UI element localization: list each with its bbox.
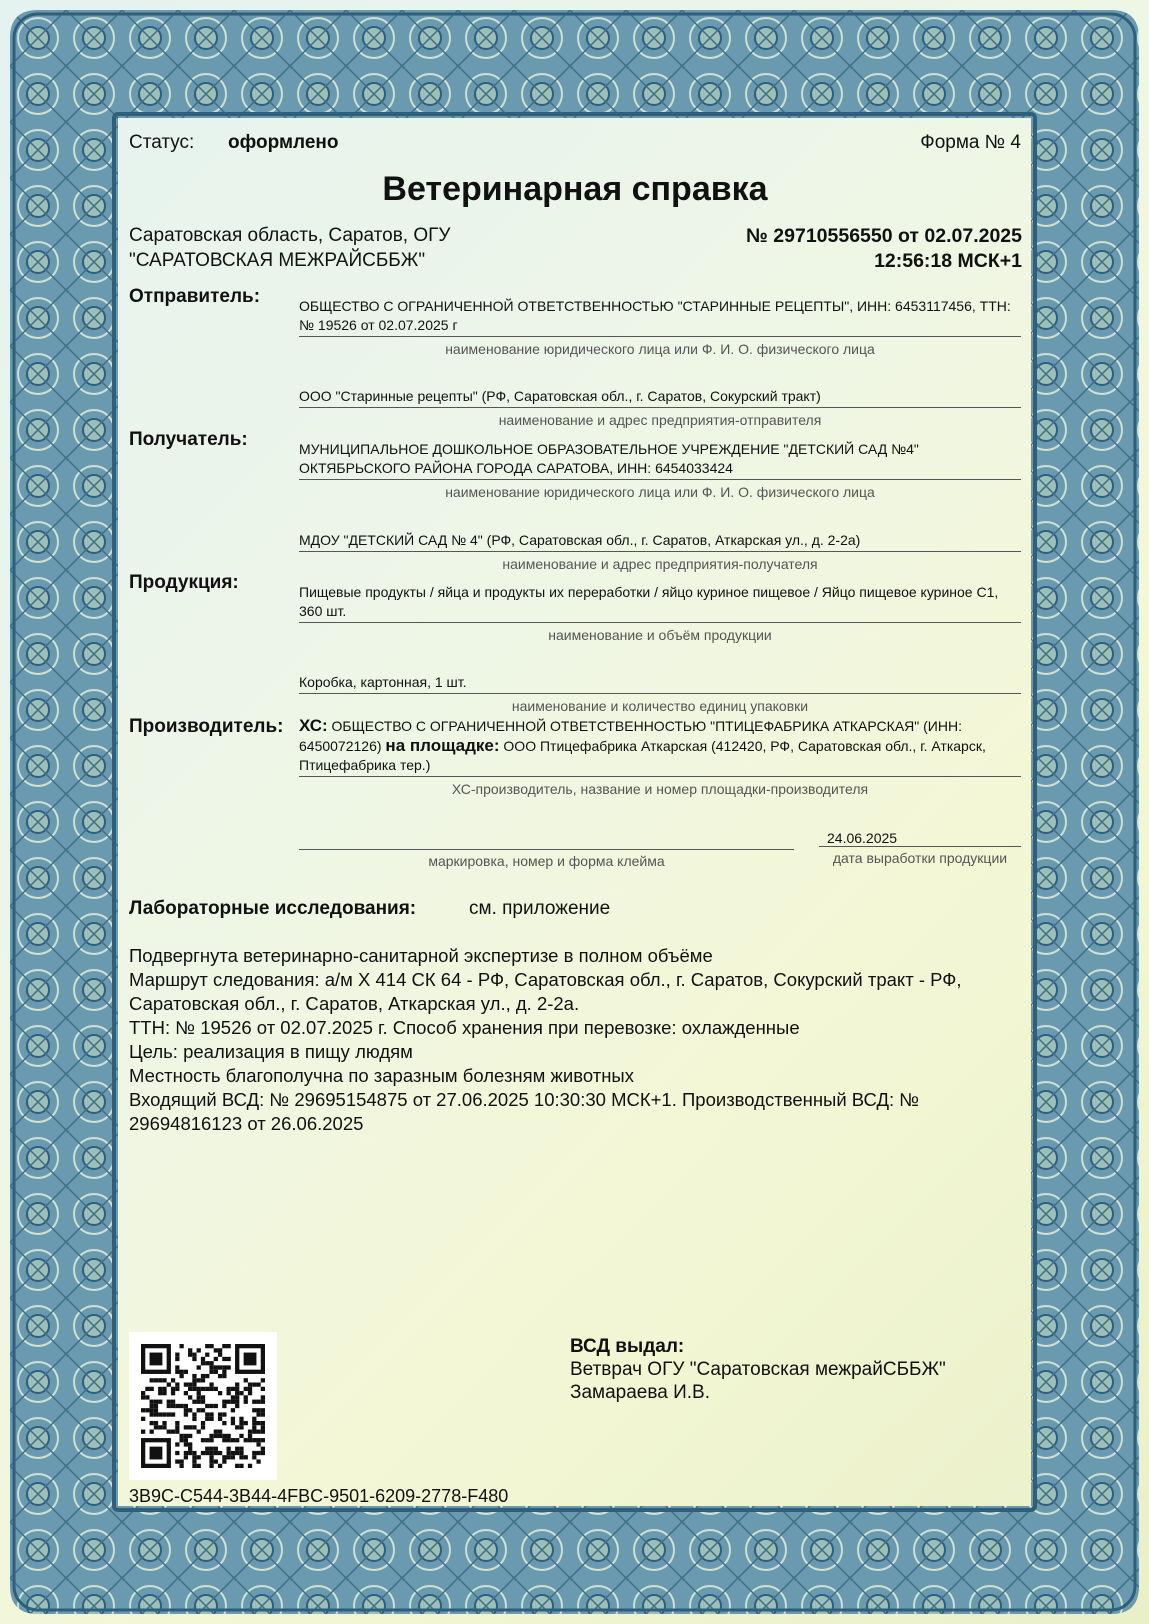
details-block [129, 944, 1009, 1136]
detail-ttn: ТТН: № 19526 от 02.07.2025 г. Способ хранения при перевозке: охлажденные [129, 1017, 800, 1038]
producer-site-value: ООО Птицефабрика Аткарская (412420, РФ, Саратовская обл., г. Аткарск, Птицефабрика тер.) [299, 738, 986, 773]
form-number: Форма № 4 [920, 132, 1021, 153]
issued-by-label: ВСД выдал: [570, 1336, 685, 1357]
issued-by-line-1: Ветврач ОГУ "Саратовская межрайСББЖ" [570, 1359, 946, 1380]
producer-label: Производитель: [129, 716, 284, 737]
recipient-label: Получатель: [129, 429, 248, 450]
detail-purpose: Цель: реализация в пищу людям [129, 1041, 413, 1062]
production-date: 24.06.2025 [819, 830, 1021, 847]
producer-details [299, 716, 1021, 799]
sender-legal-entity-value: ОБЩЕСТВО С ОГРАНИЧЕННОЙ ОТВЕТСТВЕННОСТЬЮ "СТАРИННЫЕ РЕЦЕПТЫ", ИНН: 6453117456, ТТН: № 19526 от 02.07.2025 г [299, 297, 1021, 337]
lab-value: см. приложение [469, 898, 611, 919]
recipient-enterprise-value: МДОУ "ДЕТСКИЙ САД № 4" (РФ, Саратовская обл., г. Саратов, Аткарская ул., д. 2-2а) [299, 531, 1021, 552]
qr-code-icon [129, 1332, 277, 1480]
document-uuid: 3B9C-C544-3B44-4FBC-9501-6209-2778-F480 [129, 1486, 509, 1506]
producer-caption: ХС-производитель, название и номер площадки-производителя [451, 781, 869, 797]
marking-value-line [299, 830, 794, 850]
document-time: 12:56:18 МСК+1 [874, 250, 1022, 272]
recipient-enterprise [299, 531, 1021, 574]
recipient-legal-entity [299, 440, 1021, 502]
product-name-value: Пищевые продукты / яйца и продукты их переработки / яйцо куриное пищевое / Яйцо пищевое куриное С1, 360 шт. [299, 583, 1021, 623]
product-packaging-caption: наименование и количество единиц упаковки [511, 698, 809, 714]
sender-enterprise [299, 387, 1021, 430]
production-date-field [819, 830, 1021, 866]
status-label: Статус: [129, 132, 195, 153]
recipient-enterprise-caption: наименование и адрес предприятия-получателя [502, 556, 818, 572]
sender-enterprise-caption: наименование и адрес предприятия-отправителя [498, 412, 822, 428]
producer-hs-value: ОБЩЕСТВО С ОГРАНИЧЕННОЙ ОТВЕТСТВЕННОСТЬЮ "ПТИЦЕФАБРИКА АТКАРСКАЯ" (ИНН: 6450072126) [299, 718, 962, 754]
production-date-caption: дата выработки продукции [832, 850, 1008, 866]
detail-incoming-vsd: Входящий ВСД: № 29695154875 от 27.06.2025 10:30:30 МСК+1. Производственный ВСД: № 29694816123 от 26.06.2025 [129, 1089, 920, 1134]
product-name-caption: наименование и объём продукции [548, 627, 772, 643]
recipient-legal-entity-caption: наименование юридического лица или Ф. И. О. физического лица [445, 484, 875, 500]
issuer-line-2: "САРАТОВСКАЯ МЕЖРАЙСББЖ" [129, 250, 426, 271]
lab-label: Лабораторные исследования: [129, 898, 417, 919]
sender-label: Отправитель: [129, 286, 261, 307]
issued-by-line-2: Замараева И.В. [570, 1382, 710, 1403]
marking-field [299, 830, 794, 869]
detail-expertise: Подвергнута ветеринарно-санитарной экспертизе в полном объёме [129, 945, 713, 966]
sender-legal-entity-caption: наименование юридического лица или Ф. И. О. физического лица [445, 341, 875, 357]
recipient-legal-entity-value: МУНИЦИПАЛЬНОЕ ДОШКОЛЬНОЕ ОБРАЗОВАТЕЛЬНОЕ УЧРЕЖДЕНИЕ "ДЕТСКИЙ САД №4" ОКТЯБРЬСКОГО РАЙОНА ГОРОДА САРАТОВА, ИНН: 6454033424 [299, 440, 1021, 480]
document-number: № 29710556550 от 02.07.2025 [746, 225, 1022, 247]
marking-caption: маркировка, номер и форма клейма [428, 853, 665, 869]
product-name [299, 583, 1021, 645]
detail-locality: Местность благополучна по заразным болезням животных [129, 1065, 634, 1086]
sender-legal-entity [299, 297, 1021, 359]
qr-code-pattern [141, 1344, 265, 1468]
product-packaging [299, 673, 1021, 716]
product-packaging-value: Коробка, картонная, 1 шт. [299, 673, 1021, 694]
producer-details-value [299, 716, 1021, 777]
sender-enterprise-value: ООО "Старинные рецепты" (РФ, Саратовская обл., г. Саратов, Сокурский тракт) [299, 387, 1021, 408]
issuer-line-1: Саратовская область, Саратов, ОГУ [129, 225, 451, 246]
status-value: оформлено [228, 132, 339, 153]
product-label: Продукция: [129, 572, 239, 593]
producer-site-label: на площадке: [385, 736, 500, 755]
page-title: Ветеринарная справка [382, 170, 768, 208]
producer-hs-label: ХС: [299, 716, 328, 735]
detail-route: Маршрут следования: а/м Х 414 СК 64 - РФ, Саратовская обл., г. Саратов, Сокурский тракт - РФ, Саратовская обл., г. Саратов, Аткарская ул., д. 2-2а. [129, 969, 962, 1014]
